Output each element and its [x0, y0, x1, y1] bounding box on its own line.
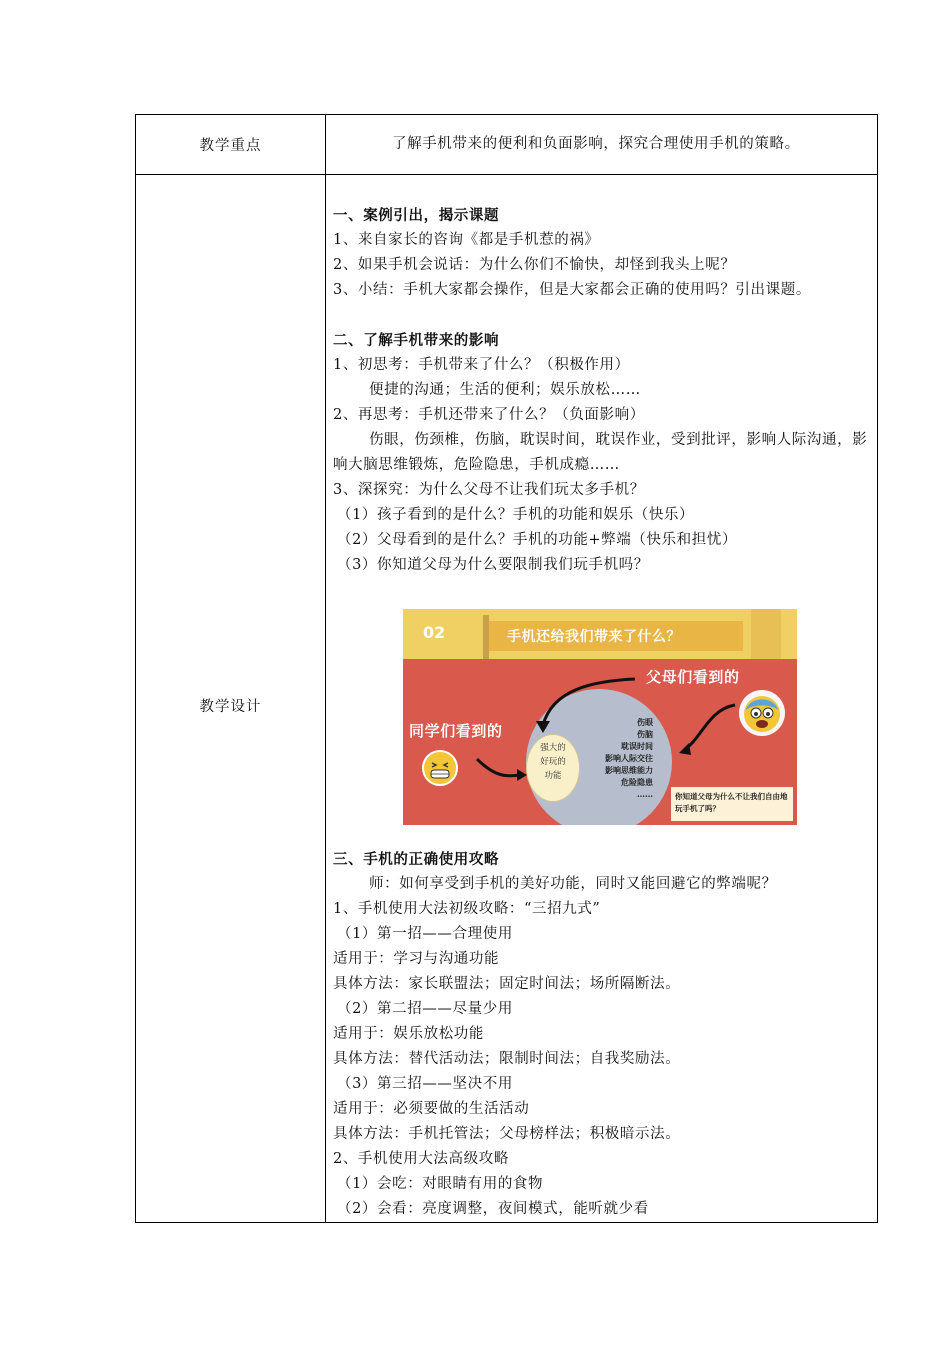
lesson-table — [135, 114, 878, 1223]
section1-line: 3、小结：手机大家都会操作，但是大家都会正确的使用吗？引出课题。 — [333, 282, 811, 298]
design-content — [333, 203, 873, 1222]
arrows — [403, 609, 797, 825]
section3-line: 1、手机使用大法初级攻略：“三招九式” — [333, 901, 601, 917]
section3-line: 具体方法：家长联盟法；固定时间法；场所隔断法。 — [333, 976, 681, 992]
section3-line: 师：如何享受到手机的美好功能，同时又能回避它的弊端呢？ — [369, 876, 777, 892]
section3-line: 适用于：必须要做的生活活动 — [333, 1101, 530, 1117]
section2-line: （3）你知道父母为什么要限制我们玩手机吗？ — [337, 557, 649, 573]
section3-line: 2、手机使用大法高级攻略 — [333, 1151, 509, 1167]
kids-view-circle: 强大的 好玩的 功能 — [526, 734, 580, 802]
section2-line: （2）父母看到的是什么？手机的功能+弊端（快乐和担忧） — [337, 532, 738, 548]
section2-heading: 二、了解手机带来的影响 — [333, 332, 500, 349]
section1-heading: 一、案例引出，揭示课题 — [333, 207, 500, 224]
section3-line: （2）会看：亮度调整，夜间模式，能听就少看 — [337, 1201, 649, 1217]
section3-heading: 三、手机的正确使用攻略 — [333, 851, 500, 868]
focus-label: 教学重点 — [199, 138, 262, 154]
worried-face-icon — [739, 690, 785, 736]
section3-line: （3）第三招——坚决不用 — [337, 1076, 513, 1092]
section3-line: 适用于：学习与沟通功能 — [333, 951, 500, 967]
section2-line: 便捷的沟通；生活的便利；娱乐放松…… — [369, 382, 641, 398]
section3-line: 具体方法：替代活动法；限制时间法；自我奖励法。 — [333, 1051, 681, 1067]
section3-line: （1）会吃：对眼睛有用的食物 — [337, 1176, 544, 1192]
slide-note: 你知道父母为什么不让我们自由地玩手机了吗？ — [671, 787, 793, 821]
focus-content: 了解手机带来的便利和负面影响，探究合理使用手机的策略。 — [392, 136, 800, 152]
section2-line: 1、初思考：手机带来了什么？（积极作用） — [333, 357, 630, 373]
section3-line: 适用于：娱乐放松功能 — [333, 1026, 484, 1042]
slide-title: 手机还给我们带来了什么？ — [507, 629, 681, 645]
kids-label: 同学们看到的 — [409, 722, 503, 740]
negatives-list: 伤眼 伤脑 耽误时间 影响人际交往 影响思维能力 危险隐患 …… — [605, 717, 653, 799]
section3-line: 具体方法：手机托管法；父母榜样法；积极暗示法。 — [333, 1126, 681, 1142]
section2-paragraph: 伤眼，伤颈椎，伤脑，耽误时间，耽误作业，受到批评，影响人际沟通，影响大脑思维锻炼，危险隐患，手机成瘾…… — [333, 432, 868, 473]
design-label: 教学设计 — [199, 699, 262, 715]
row-divider — [136, 174, 877, 175]
column-divider — [325, 115, 326, 1222]
section2-line: 2、再思考：手机还带来了什么？（负面影响） — [333, 407, 645, 423]
section1-line: 1、来自家长的咨询《都是手机惹的祸》 — [333, 232, 600, 248]
section2-line: （1）孩子看到的是什么？手机的功能和娱乐（快乐） — [337, 507, 695, 523]
section2-line: 3、深探究：为什么父母不让我们玩太多手机？ — [333, 482, 645, 498]
section3-line: （2）第二招——尽量少用 — [337, 1001, 513, 1017]
slide-image — [403, 609, 797, 825]
section3-line: （1）第一招——合理使用 — [337, 926, 513, 942]
section1-line: 2、如果手机会说话：为什么你们不愉快，却怪到我头上呢？ — [333, 257, 736, 273]
parents-label: 父母们看到的 — [646, 668, 740, 686]
happy-face-icon — [422, 750, 458, 786]
slide-number: 02 — [423, 623, 446, 642]
